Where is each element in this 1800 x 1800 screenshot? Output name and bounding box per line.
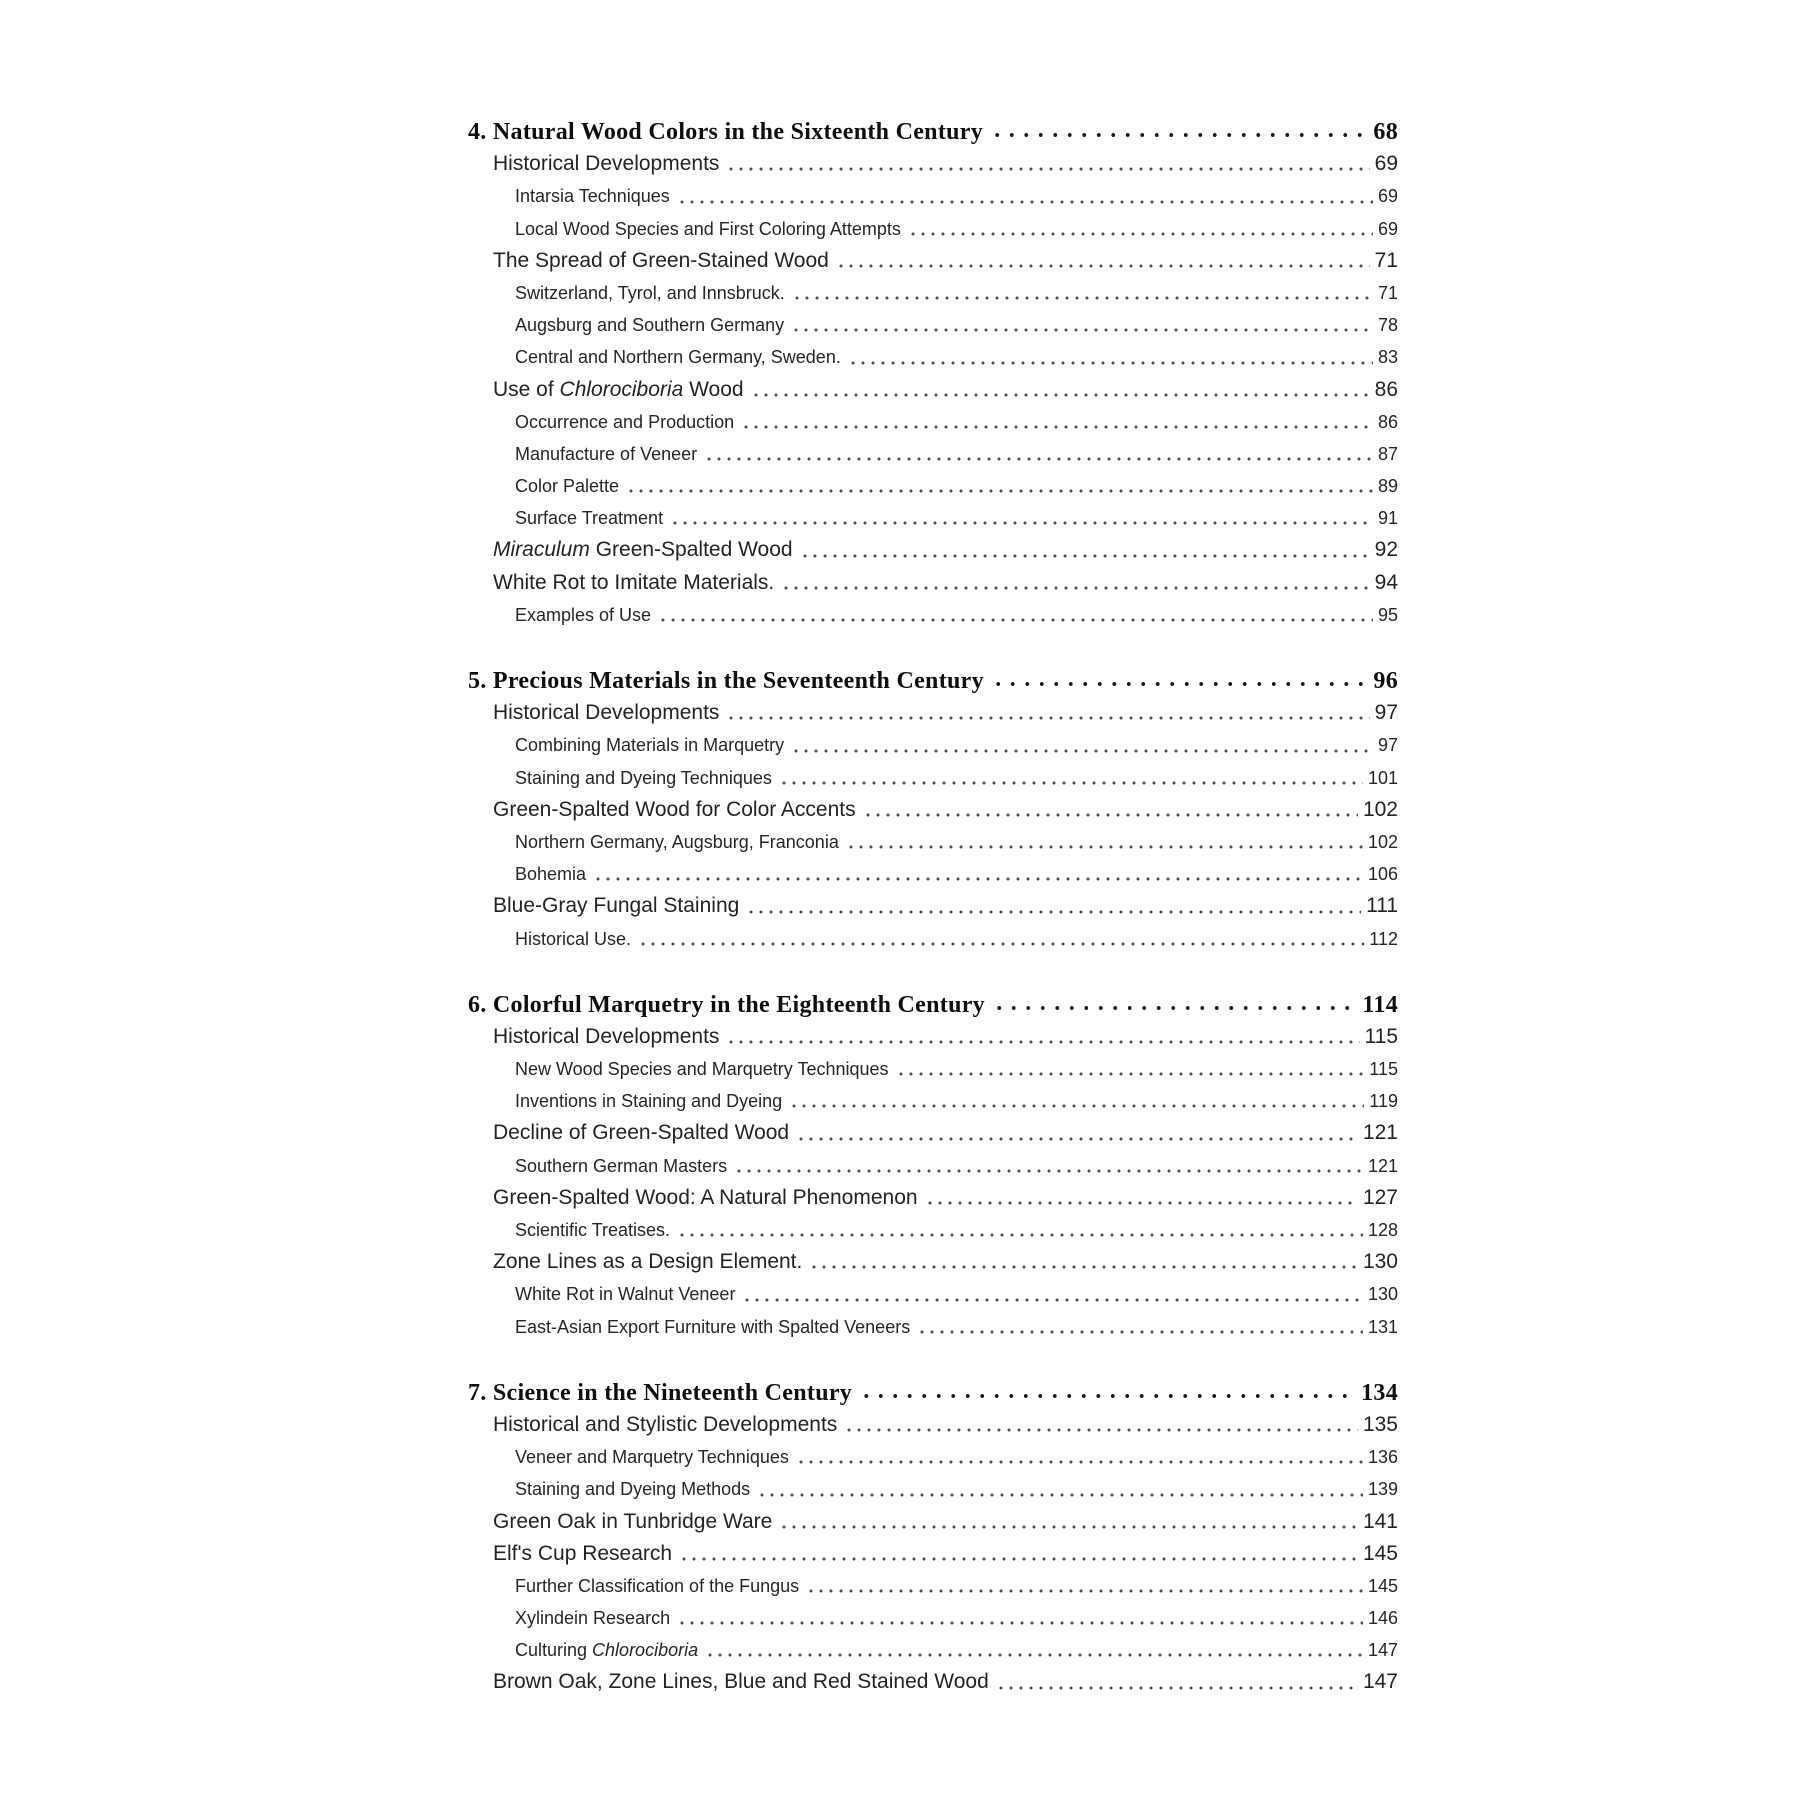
- entry-title: [493, 794, 856, 826]
- toc-section: [468, 665, 1398, 955]
- toc-entry-row: [468, 1538, 1398, 1570]
- toc-entry-row: [468, 309, 1398, 341]
- entry-title-segment: Green-Spalted Wood for Color Accents: [493, 797, 856, 821]
- toc-entry-row: [468, 1214, 1398, 1246]
- toc-entry-row: [468, 502, 1398, 534]
- entry-title-segment: Scientific Treatises.: [515, 1220, 671, 1240]
- dot-leader: [638, 923, 1364, 955]
- entry-title: [515, 213, 901, 245]
- entry-title: [493, 1246, 802, 1278]
- toc-entry-row: [468, 277, 1398, 309]
- entry-title: [515, 729, 784, 761]
- entry-title-segment: White Rot to Imitate Materials.: [493, 570, 775, 594]
- entry-page-number: 97: [1374, 701, 1398, 725]
- dot-leader: [800, 534, 1370, 566]
- entry-page-number: 94: [1374, 570, 1398, 594]
- chapter-title: 7. Science in the Nineteenth Century: [468, 1379, 853, 1406]
- entry-title-segment: Elf's Cup Research: [493, 1541, 673, 1565]
- entry-page-number: 95: [1377, 604, 1398, 625]
- dot-leader: [677, 1602, 1363, 1634]
- toc-entry-row: [468, 762, 1398, 794]
- entry-page-number: 115: [1364, 1024, 1398, 1048]
- toc-entry-row: [468, 1278, 1398, 1310]
- entry-title: [515, 762, 772, 794]
- toc-entry-row: [468, 1473, 1398, 1505]
- entry-title-segment: Combining Materials in Marquetry: [515, 735, 785, 756]
- dot-leader: [679, 1538, 1358, 1570]
- entry-page-number: 128: [1367, 1220, 1398, 1240]
- toc-entry-row: [468, 1182, 1398, 1214]
- entry-title-segment: Inventions in Staining and Dyeing: [515, 1091, 783, 1112]
- entry-page-number: 78: [1377, 315, 1398, 336]
- entry-title: [493, 534, 793, 566]
- entry-title: [515, 470, 619, 502]
- toc-entry-row: [468, 794, 1398, 826]
- entry-page-number: 87: [1377, 443, 1398, 464]
- chapter-row: [468, 665, 1398, 697]
- entry-title: [515, 1278, 735, 1310]
- entry-title-segment: Intarsia Techniques: [515, 186, 670, 207]
- toc-entry-row: [468, 534, 1398, 566]
- entry-title-segment: The Spread of Green-Stained Wood: [493, 248, 829, 272]
- entry-title-segment: Decline of Green-Spalted Wood: [493, 1121, 790, 1145]
- entry-title: [493, 697, 719, 729]
- chapter-row: [468, 1377, 1398, 1409]
- entry-title: [515, 180, 670, 212]
- dot-leader: [996, 1666, 1358, 1698]
- entry-title-italic-segment: Chlorociboria: [559, 377, 684, 401]
- entry-title: [493, 567, 774, 599]
- entry-title: [515, 826, 839, 858]
- chapter-title: 6. Colorful Marquetry in the Eighteenth Century: [468, 991, 985, 1018]
- toc-entry-row: [468, 245, 1398, 277]
- entry-page-number: 147: [1367, 1640, 1398, 1661]
- entry-title-segment: Historical Developments: [493, 701, 720, 725]
- entry-title: [515, 1473, 750, 1505]
- dot-leader: [836, 245, 1370, 277]
- dot-leader: [844, 1409, 1358, 1441]
- entry-title: [515, 1214, 670, 1246]
- entry-page-number: 69: [1377, 218, 1398, 239]
- dot-leader: [705, 1634, 1363, 1666]
- dot-leader: [796, 1117, 1358, 1149]
- entry-title-segment: Occurrence and Production: [515, 411, 735, 432]
- entry-title-segment: Switzerland, Tyrol, and Innsbruck.: [515, 282, 785, 303]
- entry-title: [515, 341, 841, 373]
- entry-page-number: 71: [1377, 282, 1398, 303]
- entry-page-number: 102: [1362, 797, 1398, 821]
- dot-leader: [742, 1278, 1363, 1310]
- entry-title: [493, 245, 829, 277]
- dot-leader: [779, 1506, 1358, 1538]
- chapter-page-number: 96: [1373, 668, 1398, 694]
- dot-leader: [677, 1214, 1363, 1246]
- dot-leader: [734, 1150, 1363, 1182]
- dot-leader: [896, 1053, 1365, 1085]
- toc-entry-row: [468, 858, 1398, 890]
- entry-title: [493, 374, 744, 406]
- dot-leader: [746, 890, 1361, 922]
- dot-leader: [779, 762, 1363, 794]
- entry-page-number: 121: [1367, 1155, 1398, 1176]
- toc-section: [468, 989, 1398, 1343]
- entry-title: [515, 1602, 670, 1634]
- dot-leader: [991, 665, 1369, 697]
- dot-leader: [626, 470, 1373, 502]
- dot-leader: [992, 989, 1357, 1021]
- toc-entry-row: [468, 890, 1398, 922]
- dot-leader: [859, 1377, 1356, 1409]
- entry-page-number: 86: [1374, 377, 1398, 401]
- entry-title: [515, 277, 785, 309]
- entry-title: [493, 1182, 918, 1214]
- entry-title-segment: Local Wood Species and First Coloring Attempts: [515, 218, 901, 239]
- entry-title-segment: Green-Spalted Wood: A Natural Phenomenon: [493, 1185, 918, 1209]
- entry-title: [515, 1053, 889, 1085]
- toc-entry-row: [468, 1602, 1398, 1634]
- entry-page-number: 141: [1362, 1509, 1398, 1533]
- entry-page-number: 106: [1367, 864, 1398, 885]
- chapter-row: [468, 989, 1398, 1021]
- entry-title: [493, 148, 719, 180]
- dot-leader: [791, 729, 1373, 761]
- entry-page-number: 71: [1374, 248, 1398, 272]
- entry-page-number: 136: [1367, 1447, 1398, 1468]
- entry-title-segment: Historical and Stylistic Developments: [493, 1412, 838, 1436]
- dot-leader: [791, 309, 1373, 341]
- table-of-contents: [468, 116, 1398, 1699]
- entry-page-number: 112: [1369, 928, 1398, 949]
- toc-entry-row: [468, 1085, 1398, 1117]
- entry-title-segment: Zone Lines as a Design Element.: [493, 1250, 803, 1274]
- dot-leader: [848, 341, 1373, 373]
- entry-title-segment: Augsburg and Southern Germany: [515, 315, 785, 336]
- toc-entry-row: [468, 1570, 1398, 1602]
- dot-leader: [670, 502, 1373, 534]
- dot-leader: [809, 1246, 1358, 1278]
- entry-title: [515, 923, 631, 955]
- dot-leader: [990, 116, 1368, 148]
- entry-title: [515, 438, 697, 470]
- entry-page-number: 111: [1366, 894, 1398, 918]
- toc-entry-row: [468, 1409, 1398, 1441]
- entry-title: [515, 1150, 727, 1182]
- entry-title-segment: Brown Oak, Zone Lines, Blue and Red Stained Wood: [493, 1670, 989, 1694]
- entry-page-number: 147: [1362, 1670, 1398, 1694]
- entry-title-segment: East-Asian Export Furniture with Spalted Veneers: [515, 1316, 911, 1337]
- entry-title-segment: Further Classification of the Fungus: [515, 1575, 800, 1596]
- entry-title-segment: Veneer and Marquetry Techniques: [515, 1447, 789, 1468]
- toc-entry-row: [468, 1150, 1398, 1182]
- toc-entry-row: [468, 213, 1398, 245]
- entry-page-number: 135: [1362, 1412, 1398, 1436]
- dot-leader: [908, 213, 1373, 245]
- entry-title-segment: Green-Spalted Wood: [589, 538, 793, 562]
- dot-leader: [704, 438, 1373, 470]
- entry-title-segment: Use of: [493, 377, 560, 401]
- entry-page-number: 101: [1367, 767, 1398, 788]
- toc-entry-row: [468, 148, 1398, 180]
- entry-title-segment: Southern German Masters: [515, 1155, 728, 1176]
- dot-leader: [726, 148, 1369, 180]
- toc-entry-row: [468, 697, 1398, 729]
- dot-leader: [796, 1441, 1363, 1473]
- entry-page-number: 130: [1362, 1250, 1398, 1274]
- entry-page-number: 130: [1367, 1284, 1398, 1305]
- entry-page-number: 83: [1377, 347, 1398, 368]
- entry-title: [493, 1409, 837, 1441]
- entry-title: [515, 309, 784, 341]
- dot-leader: [741, 406, 1373, 438]
- toc-entry-row: [468, 599, 1398, 631]
- chapter-row: [468, 116, 1398, 148]
- entry-title-segment: Central and Northern Germany, Sweden.: [515, 347, 841, 368]
- toc-entry-row: [468, 470, 1398, 502]
- entry-title: [515, 858, 586, 890]
- entry-title-segment: Surface Treatment: [515, 508, 664, 529]
- dot-leader: [781, 567, 1369, 599]
- entry-title-segment: Green Oak in Tunbridge Ware: [493, 1509, 773, 1533]
- entry-page-number: 89: [1377, 476, 1398, 497]
- dot-leader: [677, 180, 1373, 212]
- entry-title: [493, 1666, 989, 1698]
- toc-entry-row: [468, 1634, 1398, 1666]
- entry-title-segment: White Rot in Walnut Veneer: [515, 1284, 736, 1305]
- entry-page-number: 97: [1377, 735, 1398, 756]
- entry-page-number: 121: [1362, 1121, 1398, 1145]
- toc-entry-row: [468, 826, 1398, 858]
- entry-page-number: 102: [1367, 831, 1398, 852]
- entry-title-segment: Historical Developments: [493, 152, 720, 176]
- entry-title: [515, 599, 651, 631]
- entry-title: [493, 1117, 789, 1149]
- entry-title-segment: Manufacture of Veneer: [515, 443, 698, 464]
- entry-title: [493, 1506, 772, 1538]
- dot-leader: [757, 1473, 1363, 1505]
- dot-leader: [789, 1085, 1364, 1117]
- toc-entry-row: [468, 406, 1398, 438]
- dot-leader: [726, 1021, 1359, 1053]
- dot-leader: [846, 826, 1363, 858]
- entry-title-segment: Northern Germany, Augsburg, Franconia: [515, 831, 839, 852]
- toc-entry-row: [468, 1053, 1398, 1085]
- entry-title: [493, 1021, 719, 1053]
- entry-title-segment: Wood: [683, 377, 744, 401]
- dot-leader: [863, 794, 1358, 826]
- entry-title: [515, 1085, 782, 1117]
- entry-page-number: 115: [1369, 1059, 1398, 1080]
- toc-entry-row: [468, 567, 1398, 599]
- toc-entry-row: [468, 1441, 1398, 1473]
- dot-leader: [751, 374, 1370, 406]
- entry-title: [493, 1538, 672, 1570]
- toc-entry-row: [468, 1311, 1398, 1343]
- entry-title-segment: Staining and Dyeing Techniques: [515, 767, 772, 788]
- toc-entry-row: [468, 1506, 1398, 1538]
- entry-title-segment: Bohemia: [515, 864, 587, 885]
- dot-leader: [806, 1570, 1363, 1602]
- entry-title-segment: Culturing: [515, 1640, 593, 1661]
- toc-entry-row: [468, 923, 1398, 955]
- entry-title-segment: Blue-Gray Fungal Staining: [493, 894, 740, 918]
- entry-title: [515, 1311, 910, 1343]
- chapter-page-number: 68: [1373, 119, 1398, 145]
- entry-page-number: 86: [1377, 411, 1398, 432]
- entry-title-segment: Xylindein Research: [515, 1608, 671, 1629]
- entry-page-number: 91: [1377, 508, 1398, 529]
- entry-page-number: 92: [1374, 538, 1398, 562]
- entry-title: [515, 1570, 799, 1602]
- dot-leader: [792, 277, 1373, 309]
- dot-leader: [726, 697, 1369, 729]
- entry-title-segment: Examples of Use: [515, 604, 652, 625]
- dot-leader: [658, 599, 1373, 631]
- entry-page-number: 69: [1374, 152, 1398, 176]
- toc-section: [468, 1377, 1398, 1699]
- toc-entry-row: [468, 180, 1398, 212]
- toc-entry-row: [468, 438, 1398, 470]
- entry-page-number: 69: [1377, 186, 1398, 207]
- toc-section: [468, 116, 1398, 631]
- toc-entry-row: [468, 374, 1398, 406]
- chapter-title: 5. Precious Materials in the Seventeenth Century: [468, 668, 984, 694]
- entry-page-number: 145: [1362, 1541, 1398, 1565]
- entry-title: [515, 502, 663, 534]
- toc-entry-row: [468, 341, 1398, 373]
- toc-entry-row: [468, 1117, 1398, 1149]
- entry-title: [515, 406, 734, 438]
- toc-entry-row: [468, 1246, 1398, 1278]
- entry-title: [515, 1634, 698, 1666]
- entry-title-segment: Color Palette: [515, 476, 620, 497]
- dot-leader: [593, 858, 1363, 890]
- entry-title-italic-segment: Chlorociboria: [592, 1640, 699, 1661]
- dot-leader: [917, 1311, 1363, 1343]
- dot-leader: [925, 1182, 1358, 1214]
- toc-entry-row: [468, 1021, 1398, 1053]
- entry-page-number: 131: [1367, 1316, 1398, 1337]
- chapter-page-number: 114: [1362, 991, 1398, 1018]
- entry-title-italic-segment: Miraculum: [493, 538, 590, 562]
- toc-entry-row: [468, 1666, 1398, 1698]
- entry-title-segment: Historical Use.: [515, 928, 632, 949]
- chapter-page-number: 134: [1361, 1379, 1398, 1406]
- entry-title-segment: Staining and Dyeing Methods: [515, 1479, 751, 1500]
- entry-page-number: 119: [1369, 1091, 1398, 1112]
- entry-page-number: 127: [1362, 1185, 1398, 1209]
- entry-page-number: 145: [1367, 1575, 1398, 1596]
- entry-page-number: 146: [1367, 1608, 1398, 1629]
- toc-entry-row: [468, 729, 1398, 761]
- entry-page-number: 139: [1367, 1479, 1398, 1500]
- entry-title-segment: New Wood Species and Marquetry Techniques: [515, 1059, 889, 1080]
- entry-title: [515, 1441, 789, 1473]
- chapter-title: 4. Natural Wood Colors in the Sixteenth Century: [468, 119, 984, 145]
- entry-title-segment: Historical Developments: [493, 1024, 720, 1048]
- entry-title: [493, 890, 739, 922]
